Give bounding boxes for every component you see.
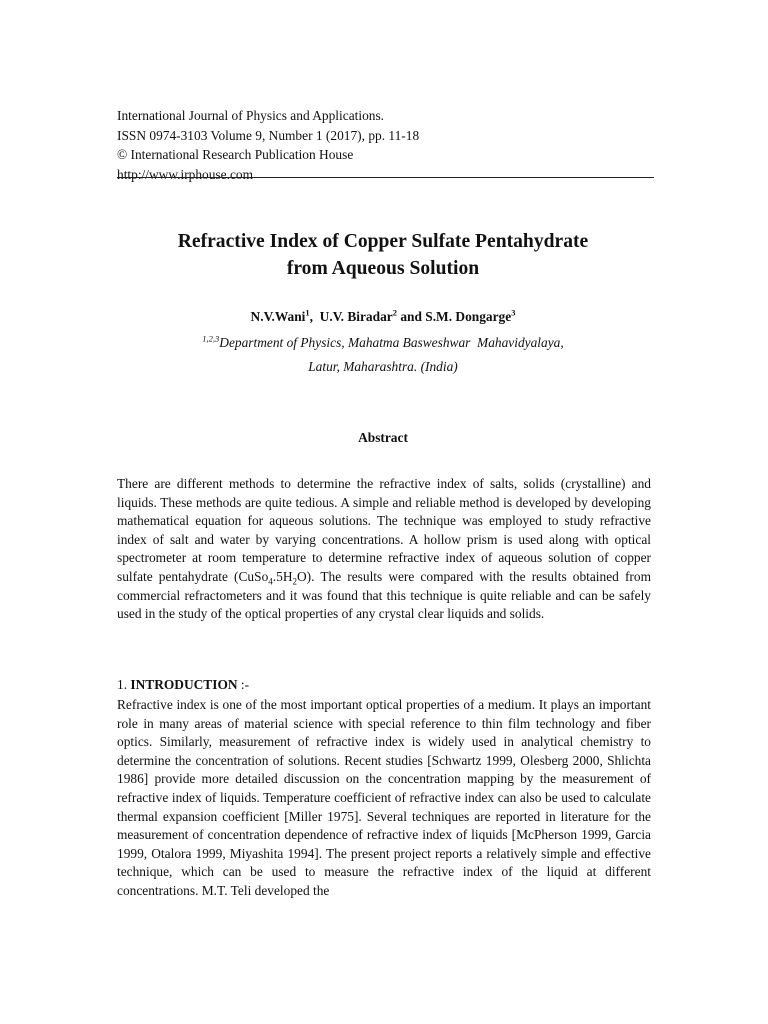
- abstract-text-part-1: There are different methods to determine the refractive index of salts, solids (crystalline) and liquids. These methods are quite tedious. A simple and reliable method is developed by developing mathematical equation for aqueous solutions. The technique was employed to study refractive index of salt and water by varying concentrations. A hollow prism is used along with optical spectrometer at room temperature to determine refractive index of aqueous solution of copper sulfate pentahydrate (CuSo: [117, 476, 651, 584]
- author-name: U.V. Biradar: [319, 309, 393, 324]
- publisher-line: © International Research Publication House: [117, 147, 354, 162]
- affiliation-line-1: [117, 331, 649, 355]
- section-heading-introduction: [117, 676, 649, 694]
- section-number: 1.: [117, 677, 131, 692]
- paper-title-line-1: Refractive Index of Copper Sulfate Pentahydrate: [177, 231, 589, 252]
- header-divider: [117, 177, 654, 178]
- paper-title-line-2: from Aqueous Solution: [286, 258, 480, 279]
- author-name: N.V.Wani: [250, 309, 306, 324]
- journal-name: International Journal of Physics and Applications.: [117, 108, 385, 123]
- affiliation-line-2: Latur, Maharashtra. (India): [308, 359, 458, 374]
- author-separator: ,: [309, 309, 320, 324]
- author-affiliation-mark: 2: [392, 307, 397, 318]
- formula-subscript: 2: [292, 576, 297, 587]
- journal-url: http://www.irphouse.com: [117, 166, 253, 182]
- section-suffix: :-: [237, 677, 250, 692]
- abstract-heading: Abstract: [358, 430, 408, 445]
- author-affiliation-mark: 1: [305, 307, 310, 318]
- affiliation-mark: 1,2,3: [202, 333, 220, 344]
- abstract-text-part-2: .5H: [272, 568, 293, 584]
- abstract-text-part-3: O). The results were compared with the results obtained from commercial refractometers and it was found that this technique is quite reliable and can be safely used in the study of the optical properties of any crystal clear liquids and solids.: [117, 568, 651, 622]
- author-list: [117, 307, 649, 327]
- abstract-text: [117, 475, 651, 624]
- paper-title: [117, 228, 649, 282]
- affiliation: [117, 331, 649, 379]
- issn-line: ISSN 0974-3103 Volume 9, Number 1 (2017), pp. 11-18: [117, 127, 420, 143]
- introduction-text: Refractive index is one of the most important optical properties of a medium. It plays an important role in many areas of material science with special reference to thin film technology and fiber optics. Similarly, measurement of refractive index is widely used in analytical chemistry to determine the concentration of solutions. Recent studies [Schwartz 1999, Olesberg 2000, Shlichta 1986] provide more detailed discussion on the concentration mapping by the measurement of refractive index of liquids. Temperature coefficient of refractive index can also be used to calculate thermal expansion coefficient [Miller 1975]. Several techniques are reported in literature for the measurement of concentration dependence of refractive index of liquids [McPherson 1999, Garcia 1999, Otalora 1999, Miyashita 1994]. The present project reports a relatively simple and effective technique, which can be used to measure the refractive index of the liquid at different concentrations. M.T. Teli developed the: [117, 697, 651, 898]
- formula-subscript: 4: [268, 576, 273, 587]
- journal-header: [117, 106, 654, 184]
- affiliation-department: Department of Physics, Mahatma Basweshwar Mahavidyalaya,: [219, 335, 564, 350]
- author-separator: and: [396, 309, 426, 324]
- author-name: S.M. Dongarge: [425, 309, 512, 324]
- author-affiliation-mark: 3: [511, 307, 516, 318]
- section-title: INTRODUCTION: [130, 677, 238, 692]
